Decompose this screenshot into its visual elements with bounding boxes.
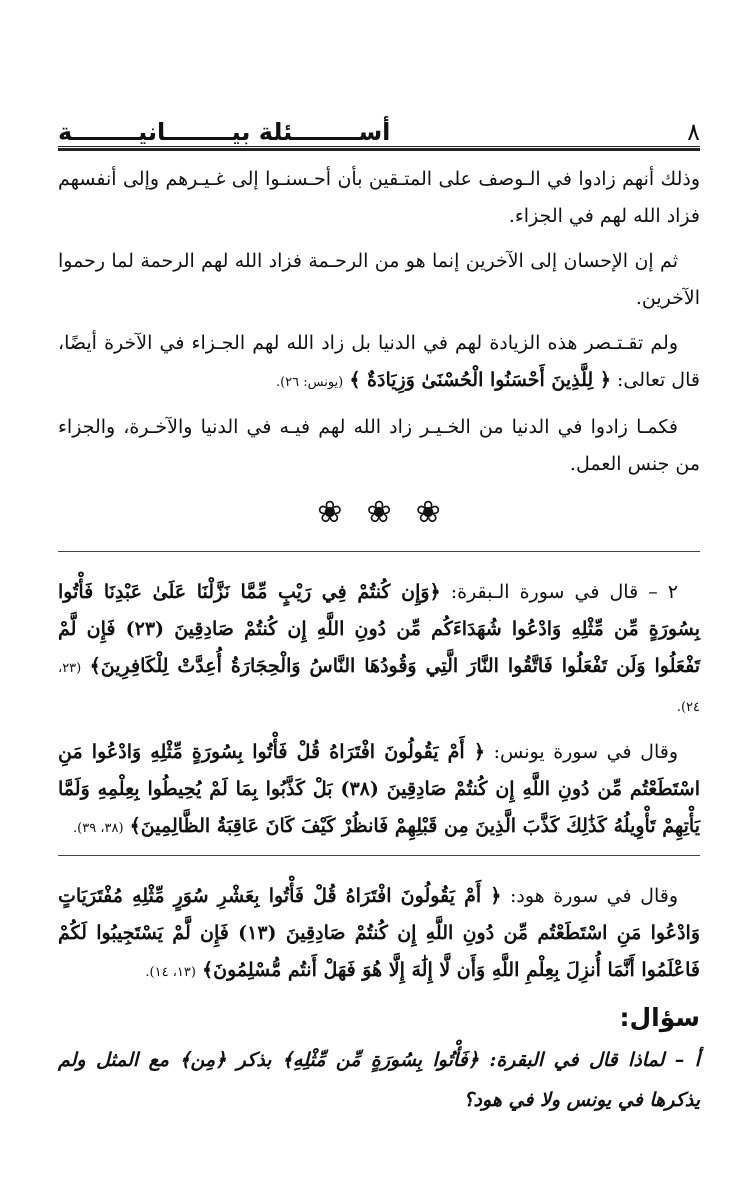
paragraph-text: وقال في سورة هود: <box>509 885 679 907</box>
quran-verse: ﴿ لِلَّذِينَ أَحْسَنُوا الْحُسْنَىٰ وَزِيَادَةٌ ﴾ <box>349 369 611 391</box>
quran-verse: ﴿ أَمْ يَقُولُونَ افْتَرَاهُ قُلْ فَأْتُوا بِسُورَةٍ مِّثْلِهِ وَادْعُوا مَنِ اسْتَطَعْتُم مِّن دُونِ اللَّهِ إِن كُنتُمْ صَادِقِينَ (٣٨) بَلْ كَذَّبُوا بِمَا لَمْ يُحِيطُوا بِعِلْمِهِ وَلَمَّا يَأْتِهِمْ تَأْوِيلُهُ كَذَٰلِكَ كَذَّبَ الَّذِينَ مِن قَبْلِهِمْ فَانظُرْ كَيْفَ كَانَ عَاقِبَةُ الظَّالِمِينَ﴾ <box>58 741 700 837</box>
divider <box>58 551 700 552</box>
section-ornament <box>58 493 700 533</box>
flower-icon: ❀ <box>317 495 343 530</box>
verse-reference: (يونس: ٢٦). <box>275 375 344 390</box>
paragraph <box>58 574 700 726</box>
verse-reference: (١٣، ١٤). <box>145 965 196 980</box>
paragraph: وذلك أنهم زادوا في الـوصف على المتـقين بأن أحـسنـوا إلى غـيـرهم وإلى أنفسهم فزاد الله لهم في الجزاء. <box>58 168 700 227</box>
paragraph <box>58 878 700 991</box>
page-body <box>58 161 700 1120</box>
page-number: ٨ <box>687 118 700 146</box>
page-header <box>58 112 700 147</box>
paragraph-text: ولم تقـتـصر هذه الزيادة لهم في الدنيا بل زاد الله لهم الجـزاء في الآخرة أيضًا، قال تعالى: <box>58 332 700 391</box>
flower-icon: ❀ <box>415 495 441 530</box>
divider <box>58 855 700 856</box>
paragraph-text: وقال في سورة يونس: <box>493 741 679 763</box>
verse-reference: (٣٨، ٣٩). <box>73 821 124 836</box>
quran-verse: ﴿ أَمْ يَقُولُونَ افْتَرَاهُ قُلْ فَأْتُوا بِعَشْرِ سُوَرٍ مِّثْلِهِ مُفْتَرَيَاتٍ وَادْعُوا مَنِ اسْتَطَعْتُم مِّن دُونِ اللَّهِ إِن كُنتُمْ صَادِقِينَ (١٣) فَإِن لَّمْ يَسْتَجِيبُوا لَكُمْ فَاعْلَمُوا أَنَّمَا أُنزِلَ بِعِلْمِ اللَّهِ وَأَن لَّا إِلَٰهَ إِلَّا هُوَ فَهَلْ أَنتُم مُّسْلِمُونَ﴾ <box>58 885 700 981</box>
question-text: أ – لماذا قال في البقرة: ﴿فَأْتُوا بِسُورَةٍ مِّن مِّثْلِهِ﴾ بذكر ﴿مِن﴾ مع المثل ولم يذكرها في يونس ولا في هود؟ <box>58 1049 700 1111</box>
paragraph <box>58 734 700 847</box>
verse-reference: (٢٣، ٢٤). <box>58 661 700 715</box>
flower-icon: ❀ <box>366 495 392 530</box>
question-heading: سؤال: <box>619 1003 700 1032</box>
paragraph <box>58 325 700 401</box>
book-page <box>58 112 700 1120</box>
quran-verse: ﴿وَإِن كُنتُمْ فِي رَيْبٍ مِّمَّا نَزَّلْنَا عَلَىٰ عَبْدِنَا فَأْتُوا بِسُورَةٍ مِّن مِّثْلِهِ وَادْعُوا شُهَدَاءَكُم مِّن دُونِ اللَّهِ إِن كُنتُمْ صَادِقِينَ (٢٣) فَإِن لَّمْ تَفْعَلُوا وَلَن تَفْعَلُوا فَاتَّقُوا النَّارَ الَّتِي وَقُودُهَا النَّاسُ وَالْحِجَارَةُ أُعِدَّتْ لِلْكَافِرِينَ﴾ <box>58 581 700 677</box>
paragraph: ثم إن الإحسان إلى الآخرين إنما هو من الرحـمة فزاد الله لهم الرحمة لما رحموا الآخرين. <box>58 250 700 309</box>
paragraph-text: ٢ – قال في سورة الـبقرة: <box>450 581 678 603</box>
running-title: أســــــــئلة بيــــــــانيــــــــة <box>58 118 391 146</box>
paragraph: فكمـا زادوا في الدنيا من الخـيـر زاد الله لهم فيـه في الدنيا والآخـرة، والجزاء من جنس العمل. <box>58 416 700 475</box>
